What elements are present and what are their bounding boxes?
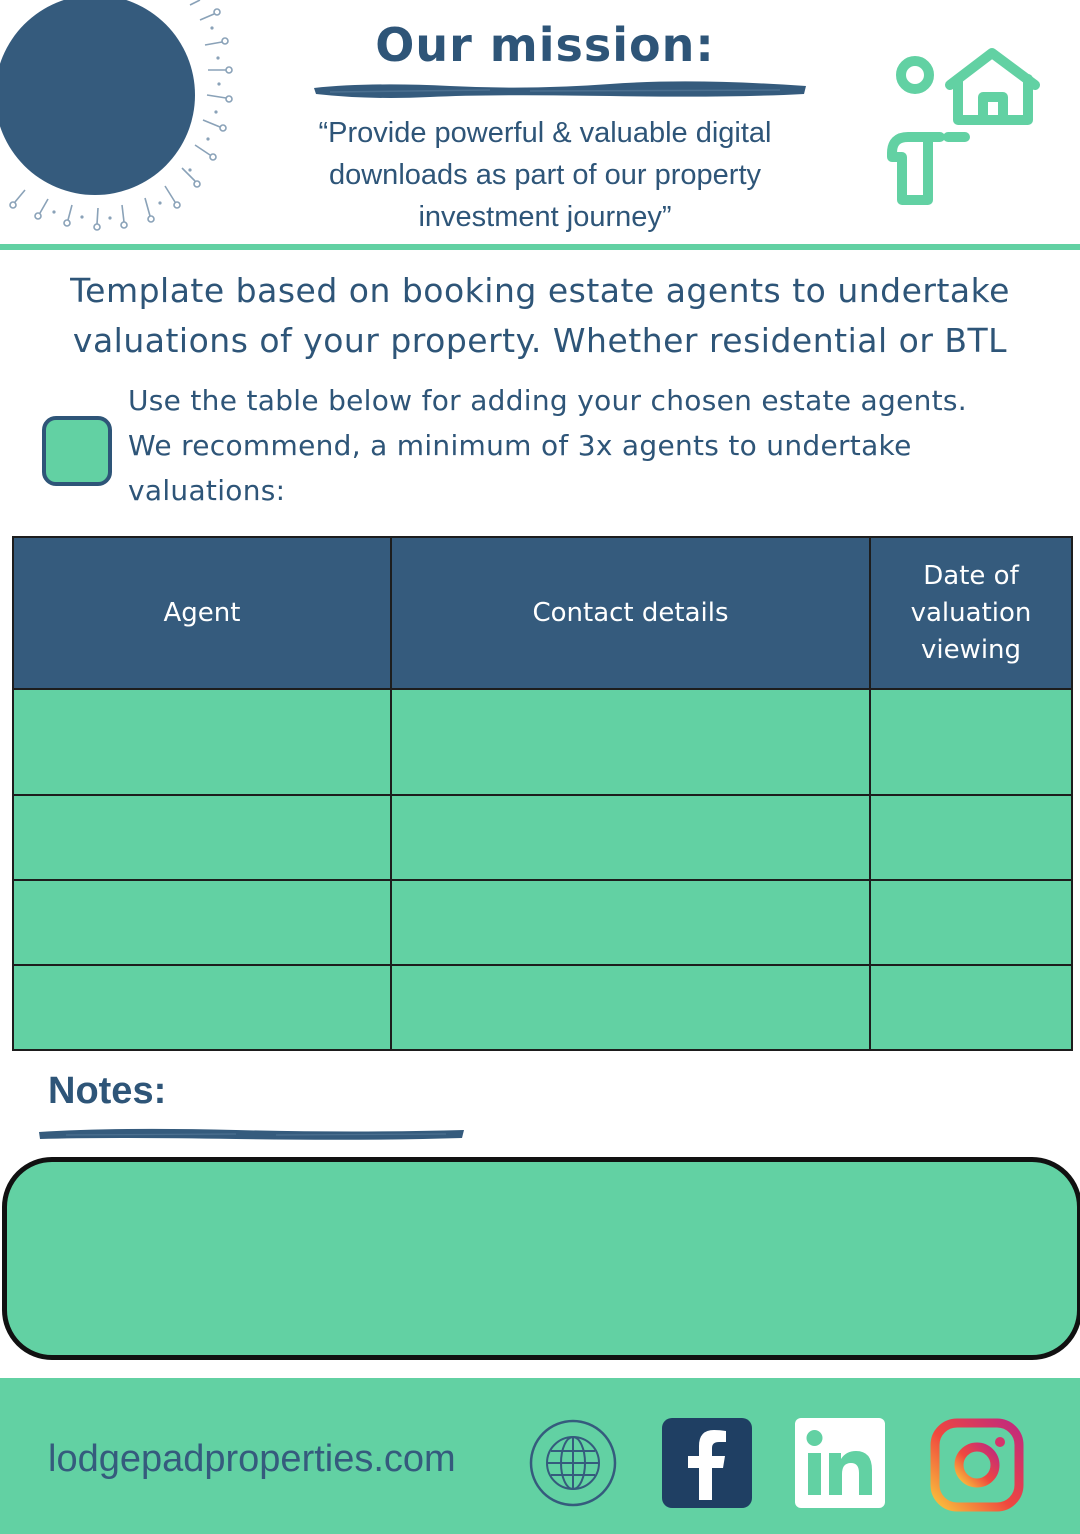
date-cell[interactable]	[870, 795, 1072, 880]
quote-line: “Provide powerful & valuable digital	[318, 117, 772, 149]
globe-icon[interactable]	[528, 1418, 618, 1508]
instructions-line: We recommend, a minimum of 3x agents to undertake	[128, 429, 912, 462]
table-row	[13, 880, 1072, 965]
instructions-text	[128, 378, 1058, 513]
checkbox[interactable]	[42, 416, 112, 486]
website-link[interactable]: lodgepadproperties.com	[48, 1438, 456, 1480]
mission-title: Our mission:	[375, 18, 715, 72]
instagram-icon[interactable]	[930, 1418, 1024, 1512]
header-date-of-valuation	[870, 537, 1072, 689]
notes-label: Notes:	[48, 1070, 167, 1112]
sun-decoration-icon	[0, 0, 240, 240]
header-line: viewing	[920, 634, 1022, 665]
header-line: Date of	[923, 560, 1019, 591]
instructions-line: valuations:	[128, 474, 286, 507]
intro-line: Template based on booking estate agents to undertake	[70, 271, 1010, 310]
contact-cell[interactable]	[391, 880, 870, 965]
agent-cell[interactable]	[13, 965, 391, 1050]
header-agent: Agent	[13, 537, 391, 689]
header-contact-details: Contact details	[391, 537, 870, 689]
brush-underline-icon	[36, 1124, 466, 1144]
header-line: valuation	[910, 597, 1032, 628]
table-row	[13, 689, 1072, 795]
agent-cell[interactable]	[13, 880, 391, 965]
table-header-row	[13, 537, 1072, 689]
person-house-icon	[880, 45, 1050, 215]
agents-table	[12, 536, 1073, 1051]
agent-cell[interactable]	[13, 795, 391, 880]
intro-line: valuations of your property. Whether residential or BTL	[72, 321, 1008, 360]
contact-cell[interactable]	[391, 795, 870, 880]
header-divider	[0, 244, 1080, 250]
footer	[0, 1378, 1080, 1534]
date-cell[interactable]	[870, 689, 1072, 795]
brush-underline-icon	[310, 78, 810, 102]
instructions-line: Use the table below for adding your chosen estate agents.	[128, 384, 968, 417]
table-row	[13, 795, 1072, 880]
date-cell[interactable]	[870, 880, 1072, 965]
date-cell[interactable]	[870, 965, 1072, 1050]
contact-cell[interactable]	[391, 965, 870, 1050]
table-row	[13, 965, 1072, 1050]
quote-line: investment journey”	[418, 201, 672, 233]
linkedin-icon[interactable]	[795, 1418, 885, 1508]
notes-box[interactable]	[2, 1157, 1080, 1360]
quote-line: downloads as part of our property	[328, 159, 762, 191]
agent-cell[interactable]	[13, 689, 391, 795]
contact-cell[interactable]	[391, 689, 870, 795]
mission-quote	[255, 112, 835, 238]
intro-text	[60, 266, 1020, 366]
facebook-icon[interactable]	[662, 1418, 752, 1508]
